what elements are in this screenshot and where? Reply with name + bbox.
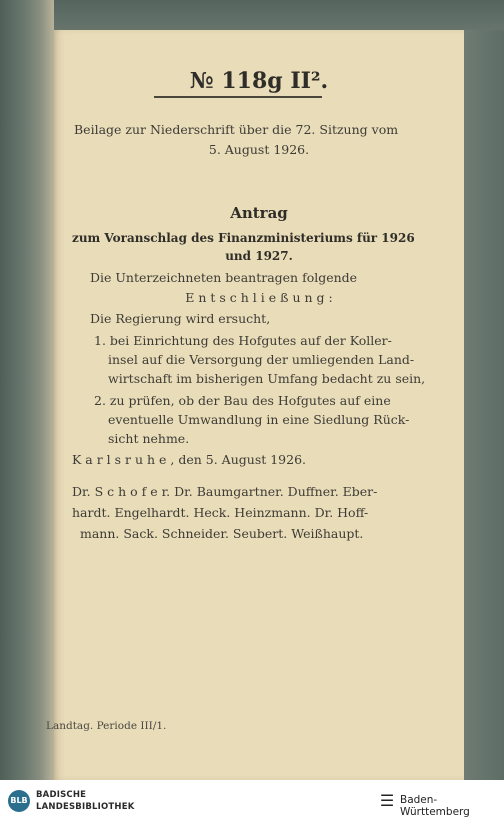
scan-left-edge: [0, 0, 54, 780]
document-heading: Antrag: [230, 204, 288, 222]
item-2-line-2: eventuelle Umwandlung in eine Siedlung Rück-: [108, 412, 410, 427]
item-2-line-1: 2. zu prüfen, ob der Bau des Hofgutes auf eine: [94, 393, 391, 408]
blb-name[interactable]: [36, 789, 135, 813]
resolution-heading: E n t s c h l i e ß u n g :: [185, 290, 333, 305]
viewer-footer: [0, 780, 504, 821]
request-text: Die Regierung wird ersucht,: [90, 311, 271, 326]
blb-name-line-1: BADISCHE: [36, 790, 87, 800]
item-2-line-3: sicht nehme.: [108, 431, 190, 446]
place-date: K a r l s r u h e , den 5. August 1926.: [72, 452, 307, 467]
bw-coat-of-arms-icon: ☰: [379, 791, 395, 810]
subheading-line-1: zum Voranschlag des Finanzministeriums für 1926: [72, 231, 415, 245]
subtitle-line-1: Beilage zur Niederschrift über die 72. Sitzung vom: [74, 122, 399, 137]
scan-right-edge: [464, 30, 504, 780]
blb-name-line-2: LANDESBIBLIOTHEK: [36, 802, 135, 812]
footer-note: Landtag. Periode III/1.: [46, 720, 167, 732]
scan-top-edge: [54, 0, 504, 30]
subheading-line-2: und 1927.: [225, 249, 293, 263]
intro-text: Die Unterzeichneten beantragen folgende: [90, 270, 358, 285]
document-page: [46, 30, 464, 780]
bw-name[interactable]: Baden-Württemberg: [400, 794, 470, 818]
item-1-line-3: wirtschaft im bisherigen Umfang bedacht zu sein,: [108, 371, 426, 386]
subtitle-line-2: 5. August 1926.: [208, 142, 310, 157]
document-number: № 118g II².: [189, 68, 329, 94]
item-1-line-2: insel auf die Versorgung der umliegenden Land-: [108, 352, 415, 367]
signatories-line-3: mann. Sack. Schneider. Seubert. Weißhaupt.: [80, 526, 364, 541]
signatories-line-1: Dr. S c h o f e r. Dr. Baumgartner. Duffner. Eber-: [72, 484, 378, 499]
item-1-line-1: 1. bei Einrichtung des Hofgutes auf der Koller-: [94, 333, 392, 348]
title-underline: [154, 96, 322, 98]
signatories-line-2: hardt. Engelhardt. Heck. Heinzmann. Dr. Hoff-: [72, 505, 369, 520]
blb-logo-icon[interactable]: BLB: [8, 790, 30, 812]
